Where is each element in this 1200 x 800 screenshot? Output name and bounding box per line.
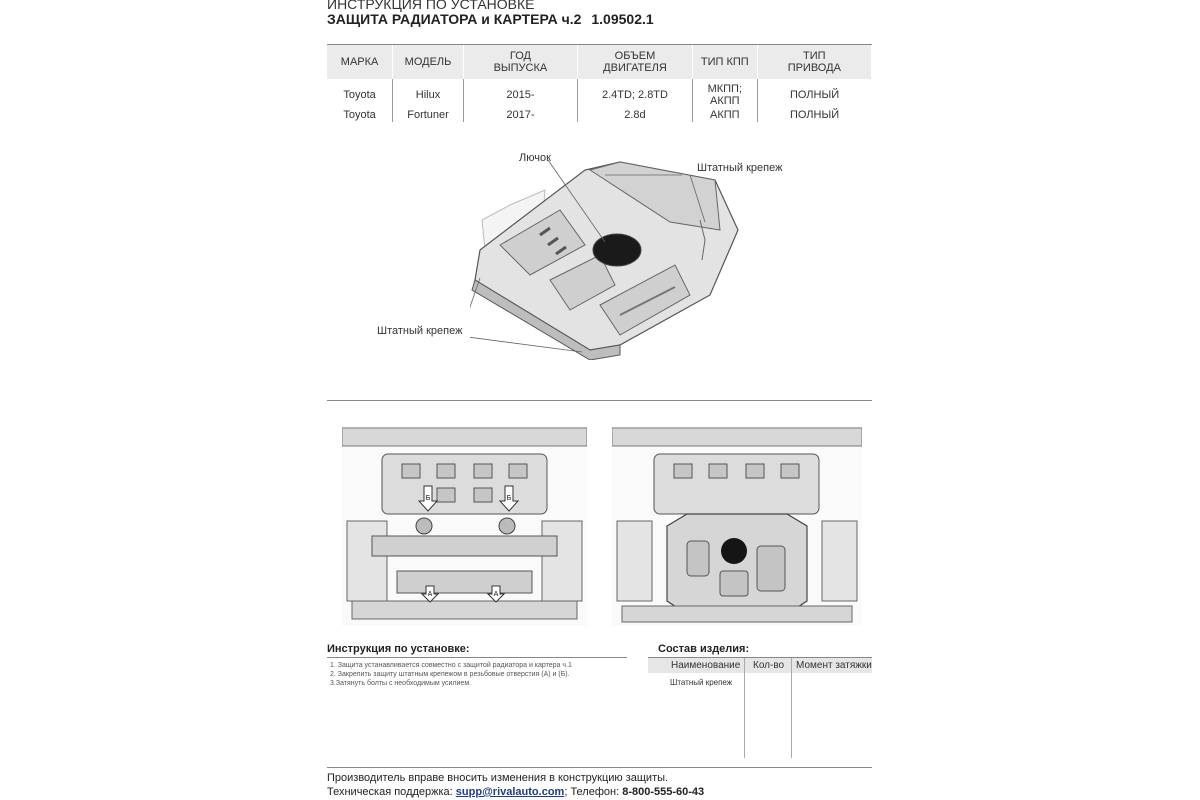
spec-table-header bbox=[327, 45, 872, 79]
footer-support bbox=[327, 786, 704, 798]
col-year: ГОД ВЫПУСКА bbox=[463, 45, 577, 79]
support-email-link[interactable]: supp@rivalauto.com bbox=[455, 786, 565, 798]
col-model: МОДЕЛЬ bbox=[393, 45, 464, 79]
cell-brand: Toyota bbox=[327, 107, 393, 122]
instructions-title: Инструкция по установке: bbox=[327, 643, 470, 655]
support-phone: 8-800-555-60-43 bbox=[622, 786, 705, 798]
composition-col-name: Наименование bbox=[671, 660, 741, 671]
cell-gearbox: МКПП; АКПП bbox=[692, 79, 757, 107]
marker-a-left: А bbox=[427, 591, 433, 598]
cell-gearbox: АКПП bbox=[692, 107, 757, 122]
cell-model: Hilux bbox=[393, 79, 464, 107]
spec-table bbox=[327, 45, 872, 122]
marker-b-left: Б bbox=[425, 495, 431, 502]
marker-a-right: А bbox=[493, 591, 499, 598]
composition-col-torque: Момент затяжки bbox=[796, 660, 872, 671]
cell-model: Fortuner bbox=[393, 107, 464, 122]
cell-drive: ПОЛНЫЙ bbox=[789, 108, 840, 121]
cell-engine: 2.4TD; 2.8TD bbox=[577, 79, 692, 107]
composition-row-name: Штатный крепеж bbox=[670, 678, 733, 687]
cell-year: 2017- bbox=[463, 107, 577, 122]
doc-subtitle: ИНСТРУКЦИЯ ПО УСТАНОВКЕ bbox=[327, 0, 535, 12]
col-engine: ОБЪЕМ ДВИГАТЕЛЯ bbox=[577, 45, 692, 79]
composition-vline-2 bbox=[791, 658, 792, 758]
footer-notice: Производитель вправе вносить изменения в конструкцию защиты. bbox=[327, 772, 669, 784]
divider-mid bbox=[327, 400, 872, 401]
cell-drive: ПОЛНЫЙ bbox=[789, 89, 840, 101]
install-drawing-before bbox=[342, 426, 587, 626]
table-row bbox=[327, 107, 872, 122]
table-row bbox=[327, 79, 872, 107]
doc-title-text: ЗАЩИТА РАДИАТОРА и КАРТЕРА ч.2 bbox=[327, 11, 582, 27]
composition-vline-1 bbox=[744, 658, 745, 758]
label-hatch: Лючок bbox=[519, 152, 551, 164]
install-drawing-after bbox=[612, 426, 862, 626]
cell-engine: 2.8d bbox=[577, 107, 692, 122]
instructions-divider bbox=[327, 657, 627, 658]
marker-b-right: Б bbox=[506, 495, 512, 502]
cell-year: 2015- bbox=[463, 79, 577, 107]
support-label: Техническая поддержка: bbox=[327, 786, 453, 798]
col-drive: ТИП ПРИВОДА bbox=[757, 45, 871, 79]
list-item: 1. Защита устанавливается совместно с защитой радиатора и картера ч.1 bbox=[330, 662, 572, 669]
doc-code: 1.09502.1 bbox=[591, 11, 654, 27]
label-std-mount-left: Штатный крепеж bbox=[377, 325, 463, 337]
cell-brand: Toyota bbox=[327, 79, 393, 107]
instructions-steps bbox=[330, 661, 630, 688]
skid-plate-diagram bbox=[470, 150, 760, 360]
phone-label: ; Телефон: bbox=[564, 786, 620, 798]
list-item: 2. Закрепить защиту штатным крепежом в резьбовые отверстия (А) и (Б). bbox=[330, 671, 570, 678]
list-item: 3.Затянуть болты с необходимым усилием. bbox=[330, 680, 472, 687]
label-std-mount-top: Штатный крепеж bbox=[697, 162, 783, 174]
doc-title bbox=[327, 11, 654, 27]
col-brand: МАРКА bbox=[327, 45, 393, 79]
divider-bottom bbox=[327, 767, 872, 768]
composition-col-qty: Кол-во bbox=[753, 660, 785, 671]
col-gearbox: ТИП КПП bbox=[692, 45, 757, 79]
composition-title: Состав изделия: bbox=[658, 643, 750, 655]
